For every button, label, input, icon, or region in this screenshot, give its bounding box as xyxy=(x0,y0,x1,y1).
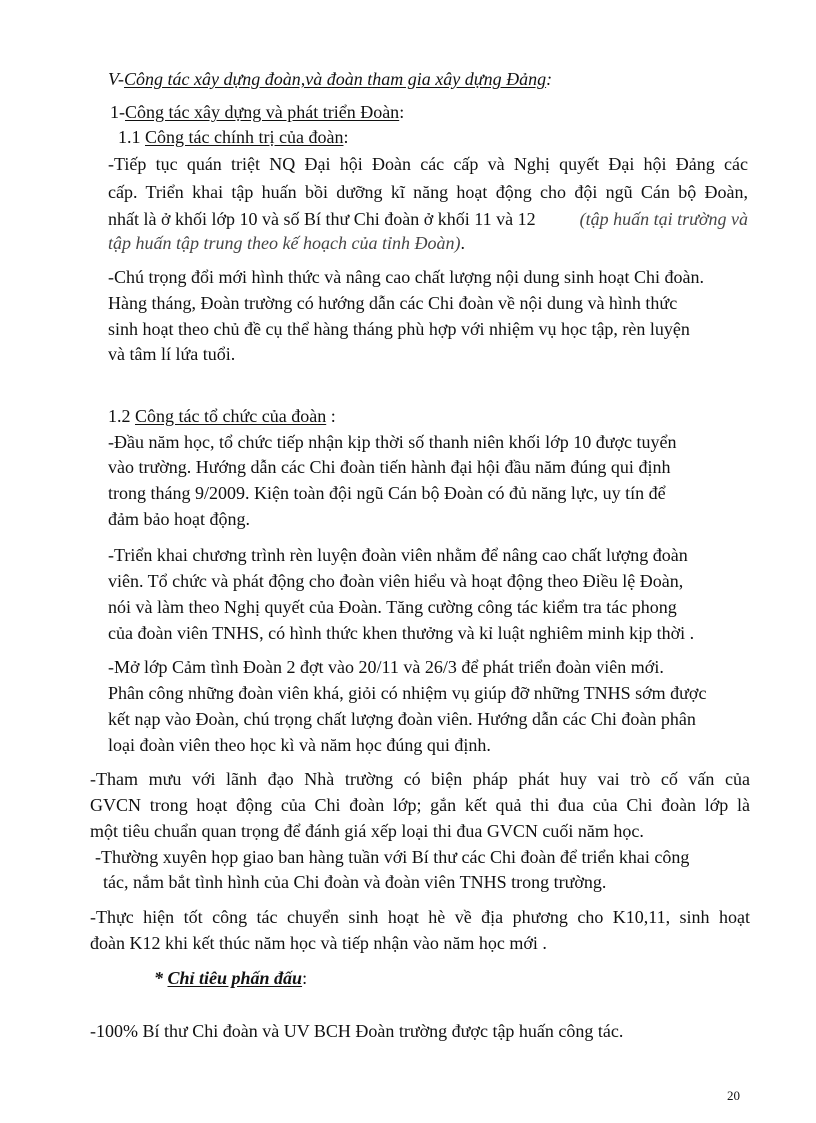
heading-1-1: 1.1 Công tác chính trị của đoàn: xyxy=(118,127,349,147)
heading-1: 1-Công tác xây dựng và phát triển Đoàn: xyxy=(110,102,405,122)
heading-1-2: 1.2 Công tác tổ chức của đoàn : xyxy=(108,406,336,426)
page-number: 20 xyxy=(727,1088,740,1103)
section-title: V-Công tác xây dựng đoàn,và đoàn tham gia xây dựng Đảng: xyxy=(108,69,553,89)
section-title-text: Công tác xây dựng đoàn,và đoàn tham gia xây dựng Đảng xyxy=(124,69,547,89)
targets-heading: * Chỉ tiêu phấn đấu: xyxy=(154,968,308,988)
target-item: -100% Bí thư Chi đoàn và UV BCH Đoàn trường được tập huấn công tác. xyxy=(90,1021,624,1041)
